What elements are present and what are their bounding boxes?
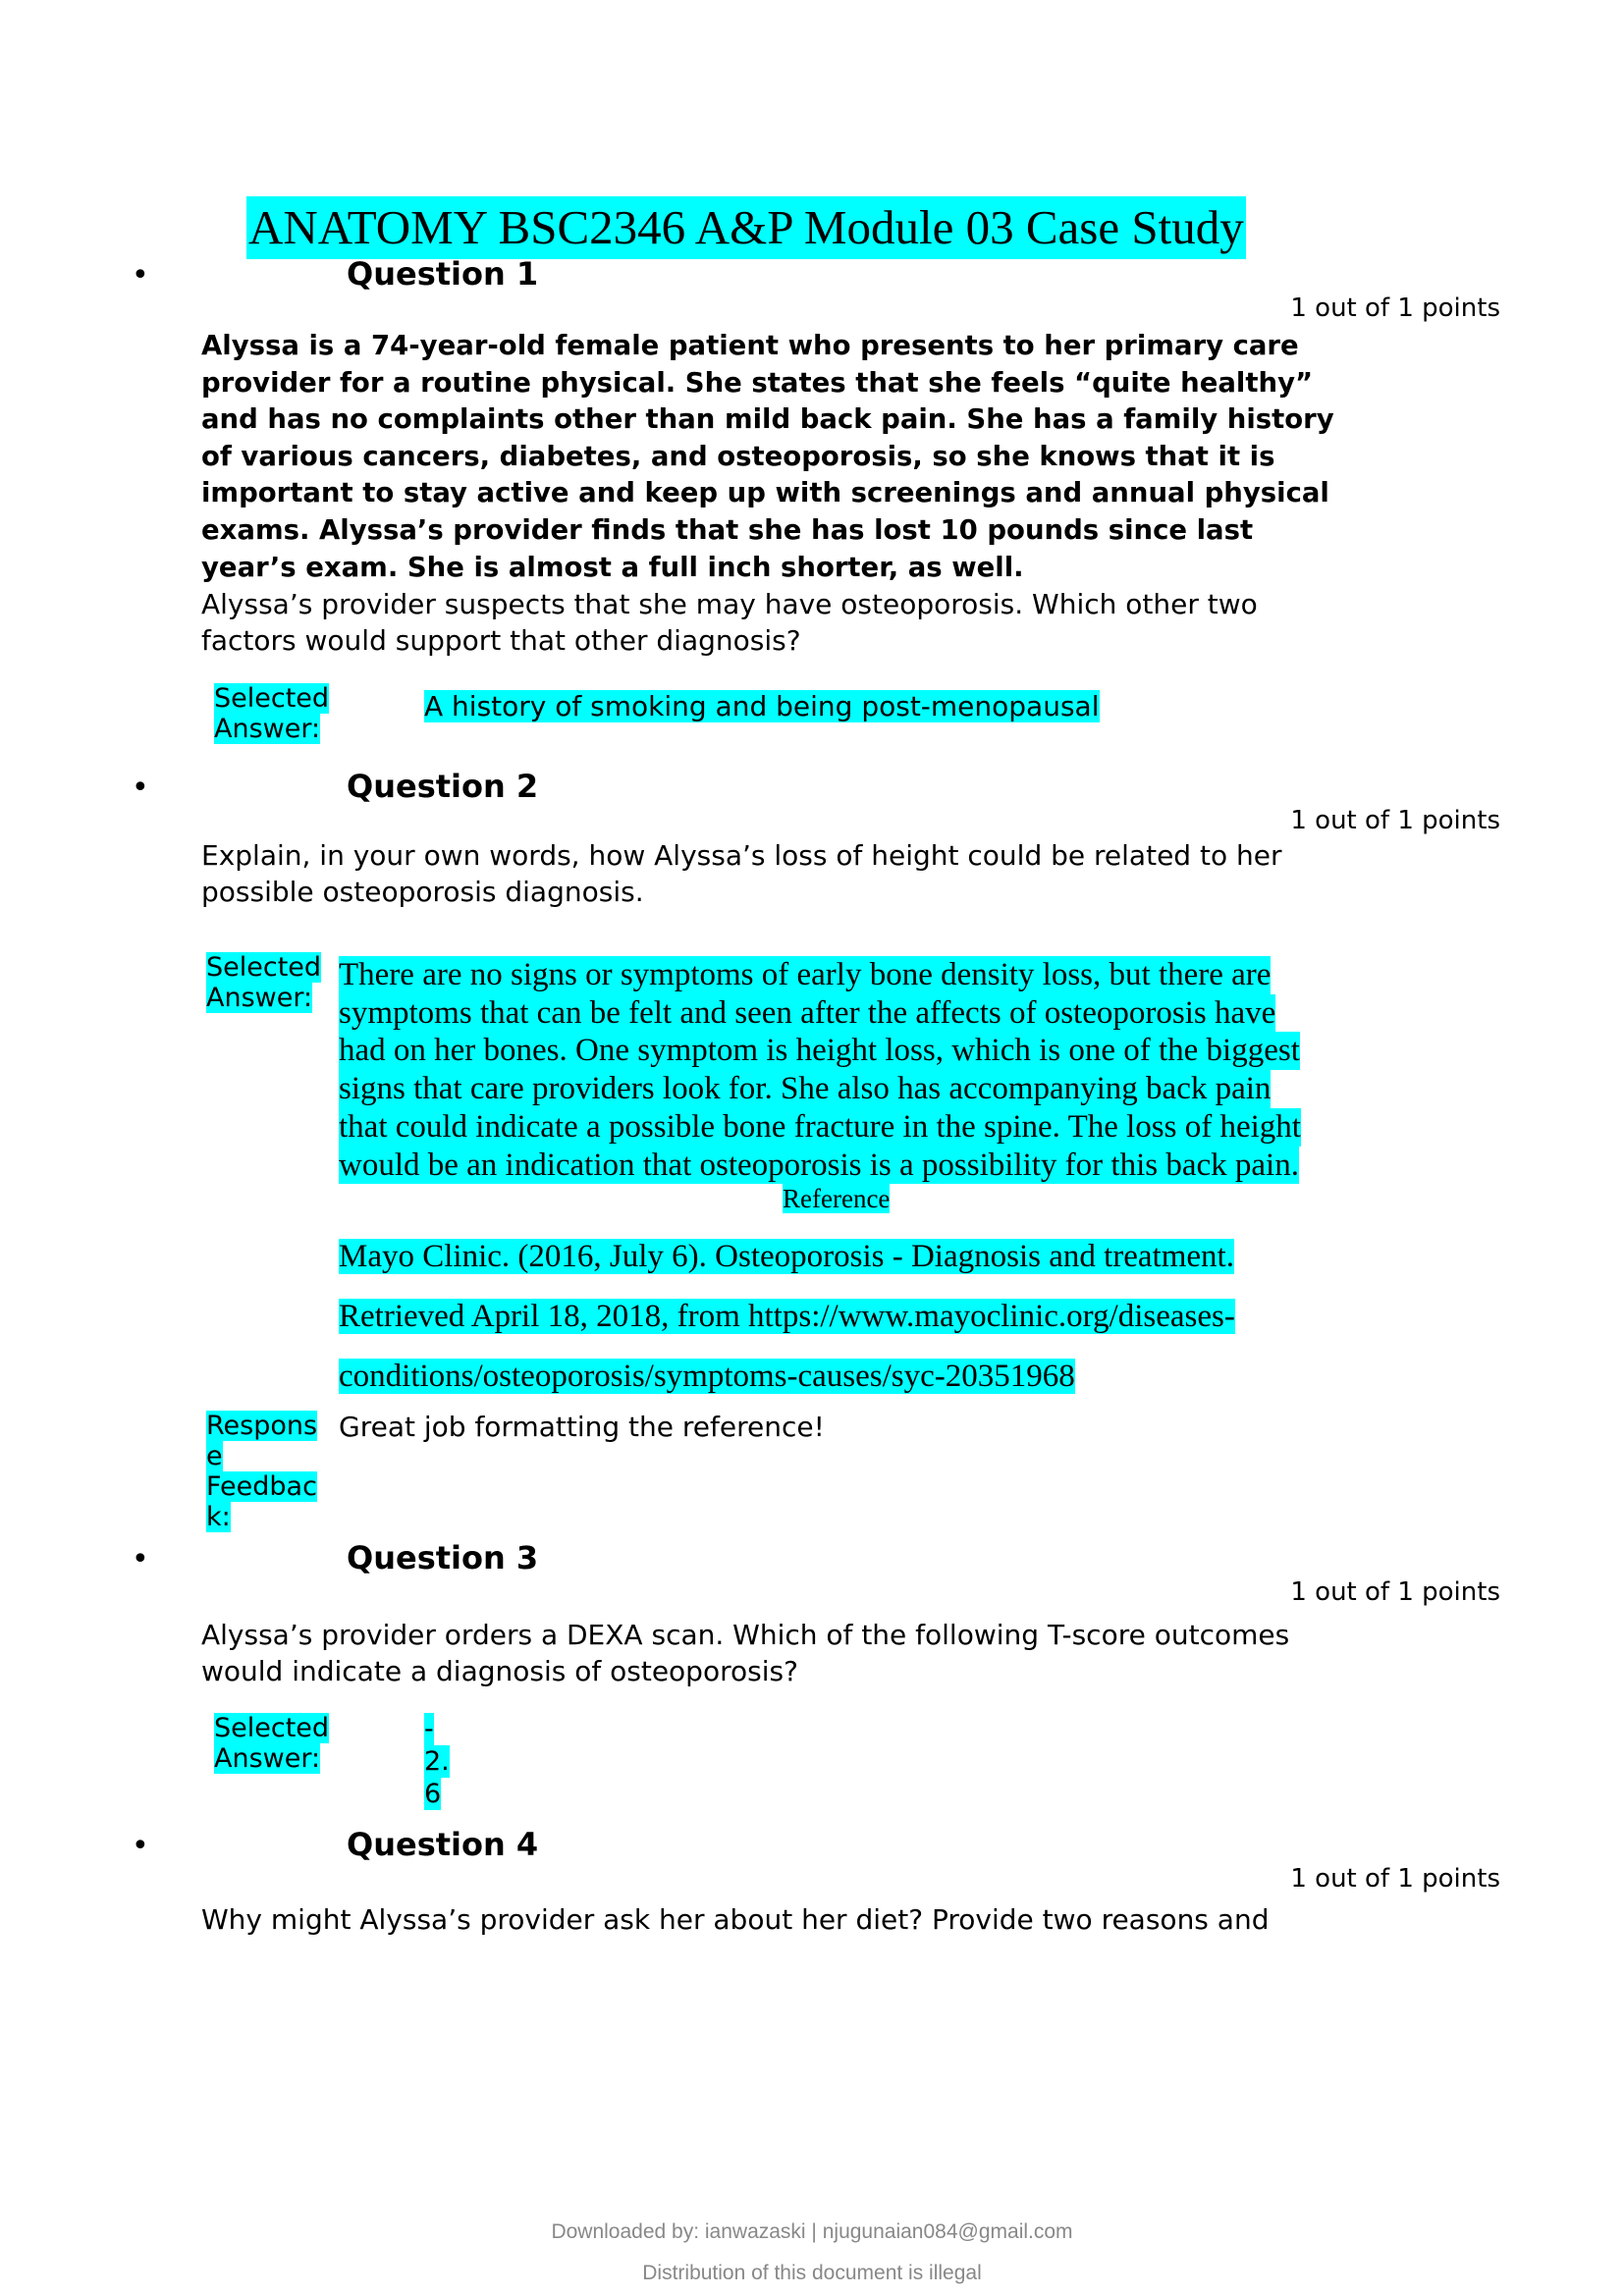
question-2-heading: Question 2 — [347, 768, 539, 805]
answer-line: had on her bones. One symptom is height loss, which is one of the biggest — [339, 1033, 1300, 1069]
answer-label-line-2: Answer: — [214, 714, 321, 744]
response-feedback-label — [206, 1411, 317, 1532]
feedback-label-line: k: — [206, 1502, 231, 1532]
answer-line: that could indicate a possible bone fracture in the spine. The loss of height — [339, 1108, 1301, 1145]
feedback-label-line: Respons — [206, 1411, 318, 1441]
question-2-answer-label — [206, 952, 321, 1013]
question-1-prompt: Alyssa’s provider suspects that she may have osteoporosis. Which other two factors would support that other diagnosis? — [201, 588, 1258, 657]
answer-line: There are no signs or symptoms of early bone density loss, but there are — [339, 957, 1272, 992]
question-1-selected-answer — [424, 688, 1100, 724]
response-feedback-text: Great job formatting the reference! — [339, 1411, 825, 1443]
question-1-answer-label — [214, 683, 329, 744]
reference-text: conditions/osteoporosis/symptoms-causes/syc-20351968 — [339, 1359, 1075, 1394]
bullet-q4: • — [132, 1829, 149, 1863]
question-4-points: 1 out of 1 points — [1290, 1864, 1500, 1894]
reference-heading-text: Reference — [783, 1184, 891, 1213]
question-3-selected-answer — [424, 1713, 450, 1810]
answer-line: symptoms that can be felt and seen after the affects of osteoporosis have — [339, 994, 1276, 1031]
question-2-points: 1 out of 1 points — [1290, 806, 1500, 835]
question-3-answer-label — [214, 1713, 329, 1774]
question-2-selected-answer — [339, 956, 1330, 1184]
feedback-label-line: e — [206, 1441, 223, 1471]
footer-distribution-notice: Distribution of this document is illegal — [642, 2262, 982, 2284]
reference-heading — [783, 1183, 890, 1214]
selected-answer-text: A history of smoking and being post-menopausal — [424, 690, 1100, 722]
bullet-q2: • — [132, 771, 149, 805]
footer-downloaded-by: Downloaded by: ianwazaski | njugunaian084@gmail.com — [551, 2220, 1073, 2243]
answer-line: would be an indication that osteoporosis is a possibility for this back pain. — [339, 1147, 1299, 1183]
answer-line: signs that care providers look for. She also has accompanying back pain — [339, 1071, 1272, 1107]
answer-line: 2. — [424, 1746, 450, 1777]
reference-line-1 — [339, 1236, 1234, 1277]
question-1-heading: Question 1 — [347, 255, 539, 293]
reference-line-2 — [339, 1296, 1235, 1337]
answer-line: - — [424, 1714, 434, 1744]
reference-text: Mayo Clinic. (2016, July 6). Osteoporosis - Diagnosis and treatment. — [339, 1239, 1234, 1274]
document-title: ANATOMY BSC2346 A&P Module 03 Case Study — [246, 196, 1246, 259]
reference-text: Retrieved April 18, 2018, from https://www.mayoclinic.org/diseases- — [339, 1299, 1235, 1334]
bullet-q3: • — [132, 1542, 149, 1576]
question-3-heading: Question 3 — [347, 1539, 539, 1576]
question-1-scenario: Alyssa is a 74-year-old female patient who presents to her primary care provider for a routine physical. She states that she feels “quite healthy” and has no complaints other than mild back pain. She has a family history of various cancers, diabetes, and osteoporosis, so she knows that it is important to stay active and keep up with screenings and annual physical exams. Alyssa’s provider finds that she has lost 10 pounds since last year’s exam. She is almost a full inch shorter, as well. — [201, 330, 1334, 583]
question-3-prompt: Alyssa’s provider orders a DEXA scan. Which of the following T-score outcomes would indicate a diagnosis of osteoporosis? — [201, 1619, 1290, 1687]
question-4-prompt: Why might Alyssa’s provider ask her about her diet? Provide two reasons and — [201, 1903, 1270, 1936]
feedback-label-line: Feedbac — [206, 1471, 317, 1502]
answer-label-line-1: Selected — [214, 1713, 330, 1743]
answer-label-line-1: Selected — [214, 683, 330, 714]
answer-label-line-2: Answer: — [214, 1743, 321, 1774]
answer-label-line-1: Selected — [206, 952, 322, 983]
question-4-heading: Question 4 — [347, 1826, 539, 1863]
reference-line-3 — [339, 1356, 1075, 1397]
question-1-points: 1 out of 1 points — [1290, 294, 1500, 323]
answer-label-line-2: Answer: — [206, 983, 313, 1013]
question-3-points: 1 out of 1 points — [1290, 1577, 1500, 1607]
question-2-prompt: Explain, in your own words, how Alyssa’s loss of height could be related to her possible osteoporosis diagnosis. — [201, 839, 1282, 908]
answer-line: 6 — [424, 1779, 442, 1809]
bullet-q1: • — [132, 258, 149, 293]
